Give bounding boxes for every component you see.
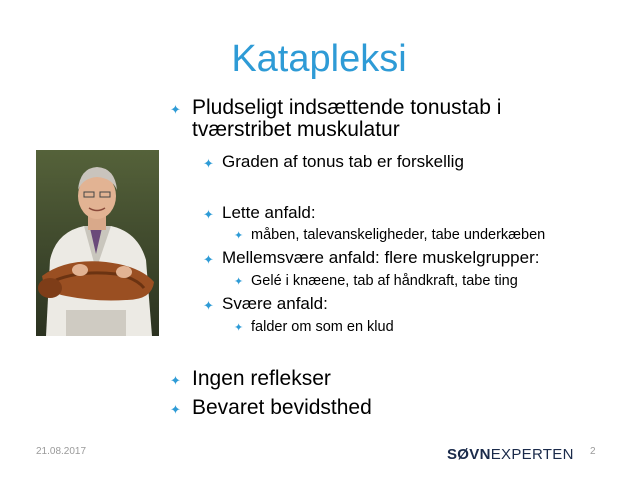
star-bullet-icon: ✦ — [234, 322, 244, 334]
bullet-level1-line2: tværstribet muskulatur — [192, 118, 400, 141]
slide-title: Katapleksi — [231, 38, 407, 80]
star-bullet-icon: ✦ — [203, 207, 214, 222]
soevnexperten-logo — [447, 446, 574, 463]
bullet-level3: Gelé i knæene, tab af håndkraft, tabe ting — [251, 273, 518, 289]
photo-man-with-dog — [36, 150, 159, 336]
bullet-level2: Mellemsvære anfald: flere muskelgrupper: — [222, 248, 540, 267]
bullet-level3: måben, talevanskeligheder, tabe underkæben — [251, 227, 546, 243]
logo-bold-part: SØVN — [447, 446, 491, 463]
star-bullet-icon: ✦ — [234, 276, 244, 288]
star-bullet-icon: ✦ — [203, 298, 214, 313]
photo-image — [36, 150, 159, 336]
bullet-level3: falder om som en klud — [251, 319, 394, 335]
bullet-level2: Svære anfald: — [222, 294, 328, 313]
star-bullet-icon: ✦ — [234, 230, 244, 242]
bullet-level1-line1: Pludseligt indsættende tonustab i — [192, 96, 502, 119]
page-number: 2 — [590, 446, 596, 457]
star-bullet-icon: ✦ — [170, 402, 181, 417]
logo-regular-part: EXPERTEN — [490, 446, 574, 463]
star-bullet-icon: ✦ — [170, 102, 181, 117]
bullet-level2: Graden af tonus tab er forskellig — [222, 152, 464, 171]
bullet-level1: Bevaret bevidsthed — [192, 396, 372, 419]
footer-date: 21.08.2017 — [36, 446, 87, 457]
star-bullet-icon: ✦ — [170, 373, 181, 388]
star-bullet-icon: ✦ — [203, 252, 214, 267]
star-bullet-icon: ✦ — [203, 156, 214, 171]
bullet-level1: Ingen reflekser — [192, 367, 331, 390]
bullet-level2: Lette anfald: — [222, 203, 316, 222]
